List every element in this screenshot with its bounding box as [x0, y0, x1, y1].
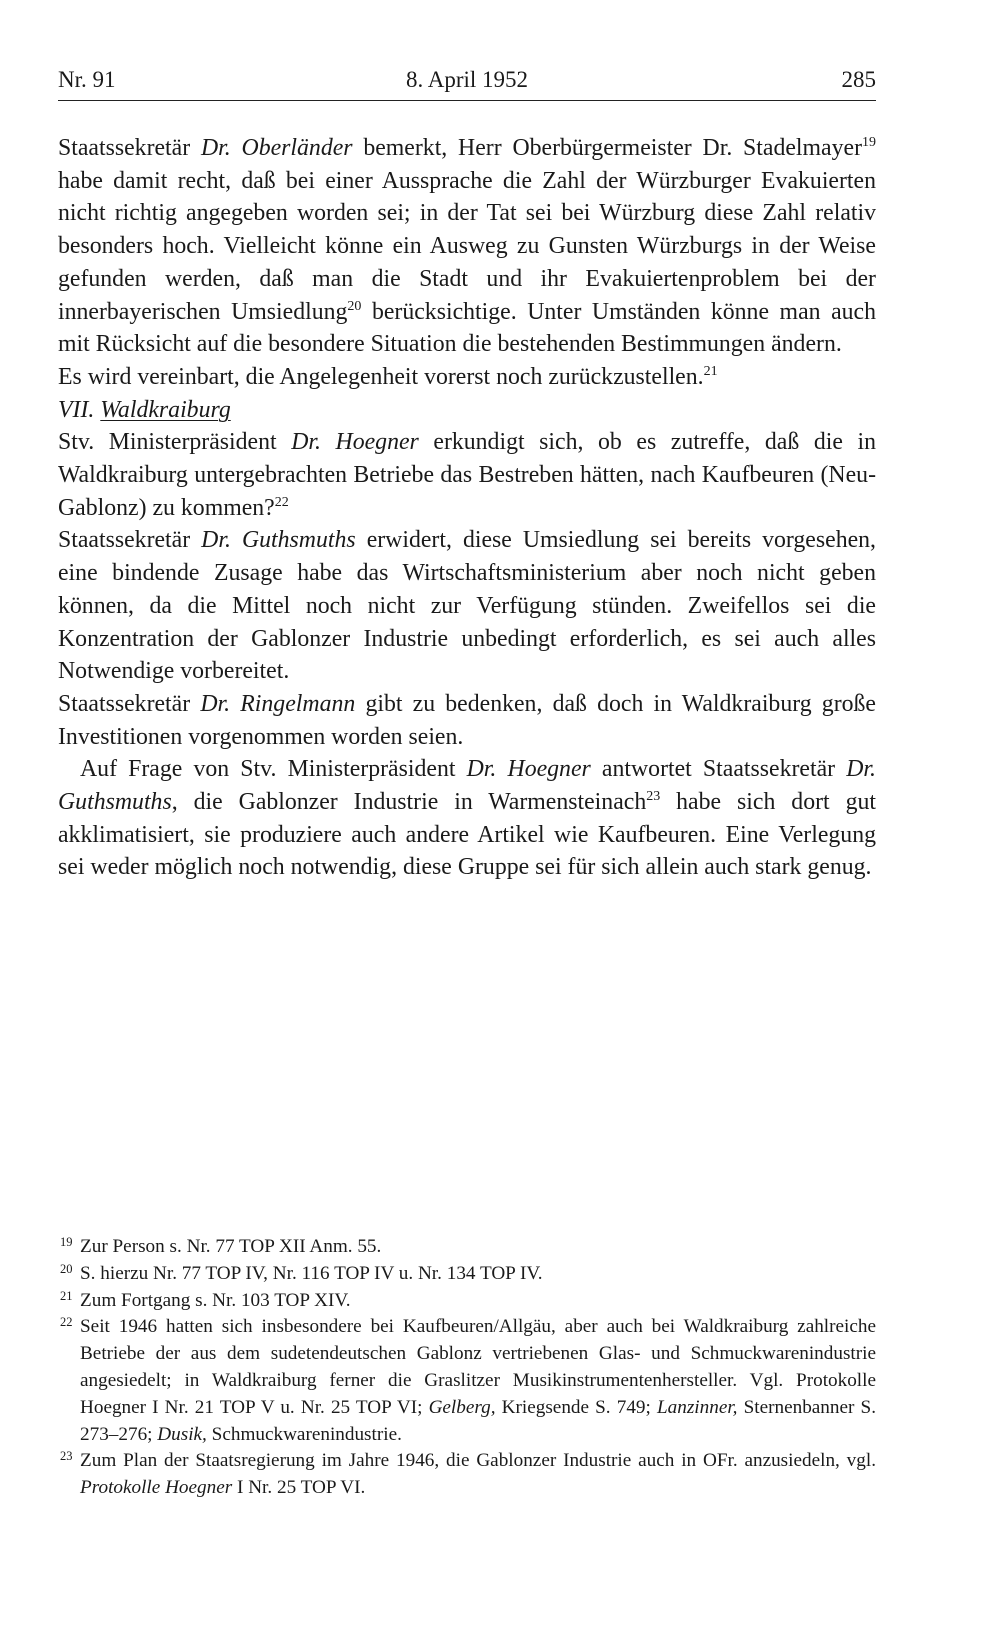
header-date: 8. April 1952	[405, 67, 529, 92]
footnote-23: 23 Zum Plan der Staatsregierung im Jahre 1946, die Gablonzer Industrie auch in OFr. anzusiedeln, vgl. Protokolle Hoegner I Nr. 25 TOP VI.	[58, 1448, 876, 1502]
page-number: 285	[841, 67, 876, 92]
speaker-name: Dr. Hoegner	[291, 429, 419, 456]
footnote-ref-20[interactable]: 20	[347, 298, 362, 314]
footnote-number: 20	[60, 1261, 73, 1276]
footnote-21: 21 Zum Fortgang s. Nr. 103 TOP XIV.	[58, 1288, 876, 1315]
speaker-name: Dr. Hoegner	[466, 756, 591, 783]
footnote-ref-23[interactable]: 23	[646, 789, 661, 805]
header-rule	[58, 100, 876, 101]
main-text	[58, 132, 876, 884]
paragraph-ringelmann: Staatssekretär Dr. Ringelmann gibt zu bedenken, daß doch in Waldkraiburg große Investitionen vorgenommen worden seien.	[58, 690, 876, 750]
section-title: Waldkraiburg	[100, 396, 231, 423]
footnotes	[58, 1234, 876, 1502]
footnote-ref-22[interactable]: 22	[274, 494, 289, 510]
footnote-number: 19	[60, 1235, 73, 1249]
footnote-number: 21	[60, 1288, 73, 1303]
paragraph-agreement: Es wird vereinbart, die Angelegenheit vorerst noch zurückzustellen.$^{21}$	[58, 363, 718, 390]
paragraph-oberlaender: Staatssekretär Dr. Oberländer bemerkt, Herr Oberbürgermeister Dr. Stadelmayer$^{19}$ habe damit recht, daß bei einer Aussprache die Zahl der Würzburger Evakuierten nicht richtig angegeben worden sei; in der Tat sei bei Würzburg diese Zahl relativ besonders hoch. Vielleicht könne ein Ausweg zu Gunsten Würzburgs in der Weise gefunden werden, daß man die Stadt und ihr Evakuiertenproblem bei der innerbayerischen Umsiedlung$^{20}$ berücksichtige. Unter Umständen könne man auch mit Rücksicht auf die besondere Situation die bestehenden Bestimmungen ändern.	[58, 135, 876, 358]
footnote-20: 20 S. hierzu Nr. 77 TOP IV, Nr. 116 TOP IV u. Nr. 134 TOP IV.	[58, 1261, 876, 1288]
section-heading: VII. Waldkraiburg	[58, 396, 231, 423]
speaker-name: Dr. Guthsmuths	[58, 756, 876, 816]
speaker-name: Dr. Guthsmuths	[201, 527, 356, 554]
footnote-number: 23	[60, 1449, 73, 1464]
speaker-name: Dr. Ringelmann	[200, 690, 356, 717]
paragraph-guthsmuths: Staatssekretär Dr. Guthsmuths erwidert, diese Umsiedlung sei bereits vorgesehen, eine bindende Zusage habe das Wirtschaftsministerium aber noch nicht geben können, da die Mittel noch nicht zur Verfügung stünden. Zweifellos sei die Konzentration der Gablonzer Industrie unbedingt erforderlich, es sei auch alles Notwendige vorbereitet.	[58, 527, 876, 685]
paragraph-answer: Auf Frage von Stv. Ministerpräsident Dr. Hoegner antwortet Staatssekretär Dr. Guthsmuths, die Gablonzer Industrie in Warmensteinach$^{23}$ habe sich dort gut akklimatisiert, sie produziere auch andere Artikel wie Kaufbeuren. Eine Verlegung sei weder möglich noch notwendig, diese Gruppe sei für sich allein auch stark genug.	[58, 756, 876, 881]
speaker-name: Dr. Oberländer	[200, 135, 353, 161]
footnote-19: 19 Zur Person s. Nr. 77 TOP XII Anm. 55.	[58, 1234, 876, 1261]
paragraph-hoegner: Stv. Ministerpräsident Dr. Hoegner erkundigt sich, ob es zutreffe, daß die in Waldkraiburg untergebrachten Betriebe das Bestreben hätten, nach Kaufbeuren (Neu-Gablonz) zu kommen?$^{22}$	[58, 429, 876, 521]
document-number: Nr. 91	[58, 67, 116, 92]
footnote-ref-19[interactable]: 19	[862, 135, 876, 151]
footnote-ref-21[interactable]: 21	[703, 364, 718, 379]
footnote-number: 22	[60, 1315, 73, 1330]
footnote-22: 22 Seit 1946 hatten sich insbesondere bei Kaufbeuren/Allgäu, aber auch bei Waldkraiburg zahlreiche Betriebe der aus dem sudetendeutschen Gablonz vertriebenen Glas- und Schmuckwarenindustrie angesiedelt; in Waldkraiburg ferner die Graslitzer Musikinstrumentenhersteller. Vgl. Protokolle Hoegner I Nr. 21 TOP V u. Nr. 25 TOP VI; Gelberg, Kriegsende S. 749; Lanzinner, Sternenbanner S. 273–276; Dusik, Schmuckwarenindustrie.	[58, 1314, 876, 1448]
